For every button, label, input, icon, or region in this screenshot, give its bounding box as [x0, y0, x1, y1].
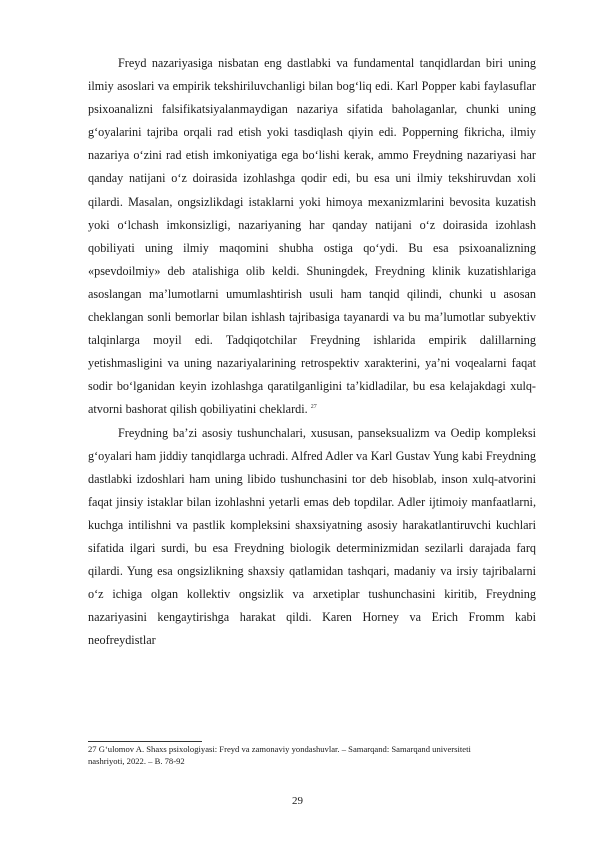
footnote-reference[interactable]: 27 [310, 404, 317, 411]
paragraph-2-text: Freydning ba’zi asosiy tushunchalari, xususan, panseksualizm va Oedip kompleksi g‘oyalari ham jiddiy tanqidlarga uchradi. Alfred Adler va Karl Gustav Yung kabi Freydning dastlabki izdoshlari ham uning libido tushunchasini tor deb hisoblab, inson xulq-atvorini faqat jinsiy istaklar bilan izohlashni yetarli emas deb topdilar. Adler ijtimoiy manfaatlarni, kuchga intilishni va pastlik kompleksini shaxsiyatning asosiy harakatlantiruvchi kuchlari sifatida ilgari surdi, bu esa Freydning biologik determinizmidan sezilarli darajada farq qilardi. Yung esa ongsizlikning shaxsiy qatlamidan tashqari, madaniy va irsiy tajribalarni o‘z ichiga olgan kollektiv ongsizlik va arxetiplar tushunchasini kiritib, Freydning nazariyasini kengaytirishga harakat qildi. Karen Horney va Erich Fromm kabi neofreydistlar [88, 425, 536, 648]
paragraph-2 [88, 422, 536, 653]
footnote-divider [88, 741, 202, 742]
paragraph-1 [88, 52, 536, 422]
page-number: 29 [292, 795, 303, 807]
paragraph-1-text: Freyd nazariyasiga nisbatan eng dastlabki va fundamental tanqidlardan biri uning ilmiy asoslari va empirik tekshiriluvchanligi bilan bog‘liq edi. Karl Popper kabi faylasuflar psixoanalizni falsifikatsiyalanmaydigan nazariya sifatida baholaganlar, chunki uning g‘oyalarini tajriba orqali rad etish yoki tasdiqlash qiyin edi. Popperning fikricha, ilmiy nazariya o‘zini rad etish imkoniyatiga ega bo‘lishi kerak, ammo Freydning nazariyasi har qanday natijani o‘z doirasida izohlashga qodir edi, bu esa uni ilmiy tekshiruvdan xoli qilardi. Masalan, ongsizlikdagi istaklarni yoki himoya mexanizmlarini bevosita kuzatish yoki o‘lchash imkonsizligi, nazariyaning har qanday natijani o‘z doirasida izohlash qobiliyati uning ilmiy maqomini shubha ostiga qo‘ydi. Bu esa psixoanalizning «psevdoilmiy» deb atalishiga olib keldi. Shuningdek, Freydning klinik kuzatishlariga asoslangan ma’lumotlarni umumlashtirish usuli ham tanqid qilindi, chunki u asosan cheklangan sonli bemorlar bilan ishlash tajribasiga tayanardi va bu ma’lumotlar subyektiv talqinlarga moyil edi. Tadqiqotchilar Freydning ishlarida empirik dalillarning yetishmasligini va uning nazariyalarining retrospektiv xarakterini, ya’ni voqealarni faqat sodir bo‘lganidan keyin izohlashga qaratilganligini ta’kidladilar, bu esa kelajakdagi xulq-atvorni bashorat qilish qobiliyatini cheklardi. [88, 56, 536, 417]
footnote: 27 G‘ulomov A. Shaxs psixologiyasi: Freyd va zamonaviy yondashuvlar. – Samarqand: Samarqand universiteti nashriyoti, 2022. – B. 78-92 [88, 744, 471, 766]
document-body [88, 52, 536, 652]
